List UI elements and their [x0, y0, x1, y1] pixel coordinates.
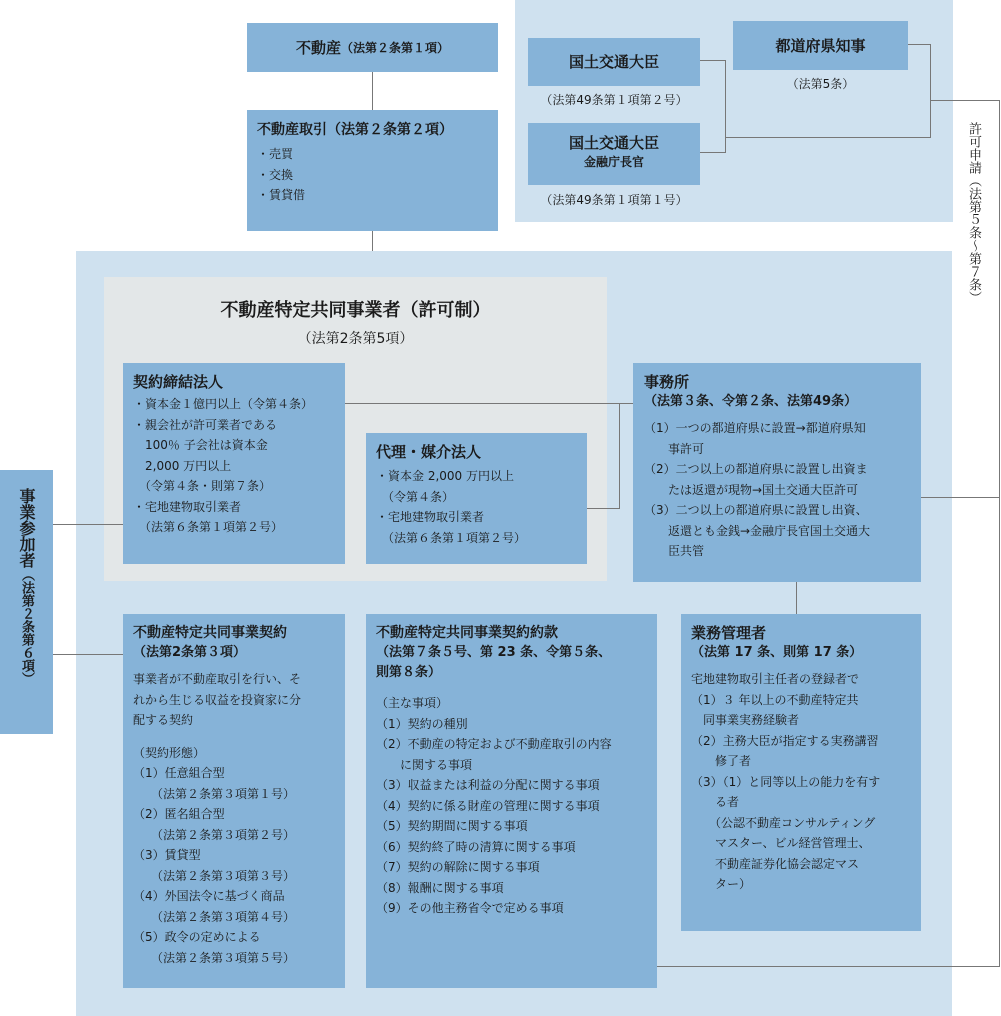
connector-permit-office: [921, 497, 1000, 498]
joint-contract-line: （法第２条第３項第４号）: [133, 909, 296, 924]
terms-box: [366, 614, 657, 988]
operator-title: 不動産特定共同事業者（許可制）: [220, 300, 491, 321]
connector-ministers-governor: [725, 137, 930, 138]
joint-contract-line: （法第２条第３項第５号）: [133, 950, 296, 965]
joint-contract-line: （契約形態）: [133, 745, 206, 760]
minister1-ref: （法第49条第１項第２号）: [540, 93, 688, 107]
participant-box: [0, 470, 53, 734]
office-line: 事許可: [644, 441, 705, 456]
terms-line: （3）収益または利益の分配に関する事項: [376, 778, 600, 792]
office-title: 事務所: [644, 373, 690, 391]
connector-contract-office: [344, 403, 633, 404]
connector-agent-office-h: [587, 508, 620, 509]
connector-fudosan-torihiki: [372, 72, 373, 110]
joint-contract-desc: 配する契約: [133, 713, 194, 727]
joint-contract-subtitle: （法第2条第３項）: [133, 645, 247, 660]
agent-corp-line: ・宅地建物取引業者: [376, 510, 485, 524]
terms-subtitle: （法第７条５号、第 23 条、令第５条、: [376, 645, 612, 660]
contract-corp-line: ・親会社が許可業者である: [133, 417, 278, 432]
terms-line: （8）報酬に関する事項: [376, 880, 504, 895]
contract-corp-line: ・宅地建物取引業者: [133, 499, 242, 514]
agent-corp-line: ・資本金 2,000 万円以上: [376, 469, 514, 483]
agent-corp-line: （法第６条第１項第２号）: [376, 530, 527, 545]
joint-contract-line: （法第２条第３項第３号）: [133, 868, 296, 883]
joint-contract-line: （法第２条第３項第１号）: [133, 786, 296, 801]
office-line: 臣共管: [644, 544, 705, 558]
joint-contract-line: （5）政令の定めによる: [133, 930, 261, 944]
office-line: 返還とも金銭→金融庁長官国土交通大: [644, 523, 871, 538]
terms-line: に関する事項: [376, 757, 473, 772]
manager-box: [681, 614, 921, 931]
minister2-ref: （法第49条第１項第１号）: [540, 193, 688, 207]
connector-permit-right: [999, 100, 1000, 967]
terms-line: （5）契約期間に関する事項: [376, 819, 528, 833]
governor-title: 都道府県知事: [775, 36, 866, 55]
manager-line: （1）３ 年以上の不動産特定共: [691, 692, 859, 707]
connector-office-manager: [796, 582, 797, 614]
connector-permit-bottom: [657, 966, 1000, 967]
manager-line: （2）主務大臣が指定する実務講習: [691, 733, 879, 748]
connector-agent-office-v: [619, 403, 620, 509]
office-box: [633, 363, 921, 582]
manager-line: 不動産証券化協会認定マス: [691, 856, 860, 871]
terms-line: （9）その他主務省令で定める事項: [376, 901, 564, 915]
manager-title: 業務管理者: [691, 624, 767, 642]
participant-label: [15, 488, 38, 734]
fudosan-title: 不動産: [295, 38, 341, 57]
connector-governor-right: [907, 44, 931, 45]
minister1-title: 国土交通大臣: [568, 53, 659, 71]
minister2-title: 国土交通大臣: [568, 134, 659, 152]
joint-contract-desc: 事業者が不動産取引を行い、そ: [133, 672, 302, 686]
office-line: （3）二つ以上の都道府県に設置し出資、: [644, 503, 868, 517]
contract-corp-line: 100％ 子会社は資本金: [133, 438, 268, 452]
governor-ref: （法第5条）: [786, 77, 855, 91]
contract-corp-title: 契約締結法人: [133, 373, 224, 391]
contract-corp-line: 2,000 万円以上: [133, 458, 232, 473]
contract-corp-box: [123, 363, 345, 564]
manager-line: る者: [691, 795, 740, 809]
terms-subtitle: 則第８条）: [376, 665, 442, 680]
manager-line: 宅地建物取引主任者の登録者で: [691, 672, 860, 686]
joint-contract-line: （4）外国法令に基づく商品: [133, 889, 285, 903]
connector-minister2-right: [699, 152, 726, 153]
participant-ref: （法第２条第６項）: [19, 568, 34, 685]
agent-corp-title: 代理・媒介法人: [376, 443, 482, 461]
terms-title: 不動産特定共同事業契約約款: [376, 625, 558, 641]
contract-corp-line: ・資本金１億円以上（令第４条）: [133, 397, 314, 411]
office-line: （1）一つの都道府県に設置→都道府県知: [644, 421, 866, 435]
connector-permit-top: [930, 100, 1000, 101]
contract-corp-line: （法第６条第１項第２号）: [133, 520, 284, 534]
minister1-box: [528, 38, 700, 86]
fudosan-ref: （法第２条第１項）: [341, 41, 450, 55]
connector-minister1-right: [699, 60, 726, 61]
terms-line: （6）契約終了時の清算に関する事項: [376, 839, 576, 854]
torihiki-item: ・賃貸借: [257, 188, 306, 202]
terms-line: （1）契約の種別: [376, 716, 468, 731]
connector-participant-contract: [53, 524, 123, 525]
joint-contract-line: （3）賃貸型: [133, 848, 201, 862]
joint-contract-desc: れから生じる収益を投資家に分: [133, 692, 302, 707]
office-line: （2）二つ以上の都道府県に設置し出資ま: [644, 462, 868, 476]
minister2-subtitle: 金融庁長官: [583, 155, 644, 169]
manager-line: マスター、ビル経営管理士、: [691, 836, 871, 850]
connector-governor-down: [930, 44, 931, 138]
torihiki-title: 不動産取引（法第２条第２項）: [257, 122, 453, 138]
joint-contract-box: [123, 614, 345, 988]
participant-main: 事業参加者: [17, 488, 36, 568]
manager-line: ター）: [691, 877, 752, 891]
torihiki-box: [247, 110, 498, 231]
connector-participant-joint: [53, 654, 123, 655]
manager-subtitle: （法第 17 条、則第 17 条）: [691, 645, 863, 660]
connector-ministers-join: [725, 60, 726, 153]
operator-ref: （法第2条第5項）: [297, 331, 414, 347]
terms-line: （4）契約に係る財産の管理に関する事項: [376, 798, 600, 813]
office-subtitle: （法第３条、令第２条、法第49条）: [644, 394, 858, 409]
torihiki-item: ・交換: [257, 167, 294, 182]
manager-line: （公認不動産コンサルティング: [691, 815, 876, 830]
governor-box: [733, 21, 908, 70]
terms-line: （7）契約の解除に関する事項: [376, 860, 540, 874]
joint-contract-title: 不動産特定共同事業契約: [133, 625, 287, 641]
office-line: たは返還が現物→国土交通大臣許可: [644, 482, 859, 497]
contract-corp-line: （令第４条・則第７条）: [133, 479, 272, 493]
terms-line: （主な事項）: [376, 696, 449, 710]
joint-contract-line: （1）任意組合型: [133, 766, 225, 780]
torihiki-item: ・売買: [257, 147, 294, 161]
minister2-box: [528, 123, 700, 185]
joint-contract-line: （2）匿名組合型: [133, 807, 225, 821]
fudosan-box: [247, 23, 498, 72]
joint-contract-line: （法第２条第３項第２号）: [133, 827, 296, 842]
terms-line: （2）不動産の特定および不動産取引の内容: [376, 737, 612, 751]
manager-line: 同事業実務経験者: [691, 713, 800, 727]
permit-label: 許可申請（法第５条〜第７条）: [963, 120, 983, 306]
agent-corp-box: [366, 433, 587, 564]
connector-torihiki-region: [372, 231, 373, 251]
manager-line: 修了者: [691, 754, 752, 768]
agent-corp-line: （令第４条）: [376, 489, 455, 504]
manager-line: （3）（1）と同等以上の能力を有す: [691, 774, 881, 789]
